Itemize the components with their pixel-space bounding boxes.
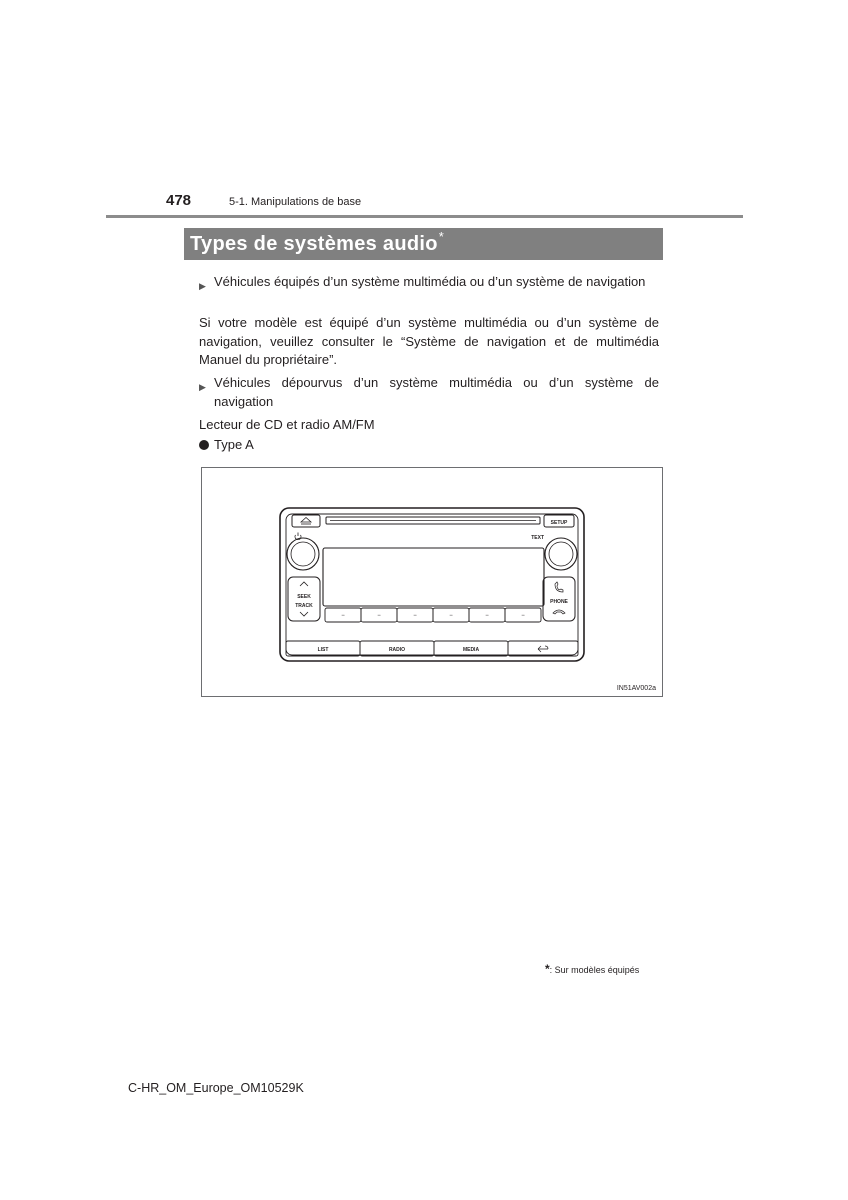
- preset-mark: −: [485, 613, 489, 619]
- bullet-text: Véhicules équipés d’un système multimédia ou d’un système de navigation: [214, 274, 646, 289]
- type-a-item: [199, 436, 659, 455]
- preset-mark: −: [413, 613, 417, 619]
- preset-mark: −: [377, 613, 381, 619]
- seek-label: SEEK: [297, 594, 311, 600]
- preset-mark: −: [449, 613, 453, 619]
- footnote-text: : Sur modèles équipés: [549, 965, 640, 975]
- text-label: TEXT: [531, 535, 544, 541]
- footnote-asterisk: *: [545, 962, 550, 976]
- triangle-bullet-icon: ▶: [199, 281, 206, 291]
- paragraph-multimedia: Si votre modèle est équipé d’un système multimédia ou d’un système de navigation, veuillez consulter le “Système de navigation et de multimédia Manuel du propriétaire”.: [199, 315, 659, 367]
- triangle-bullet-icon: ▶: [199, 382, 206, 392]
- document-code: C-HR_OM_Europe_OM10529K: [128, 1081, 304, 1095]
- track-label: TRACK: [295, 603, 313, 609]
- bullet-item-multimedia: [199, 273, 659, 292]
- page-number: 478: [166, 192, 192, 209]
- type-a-label: Type A: [214, 437, 254, 452]
- phone-label: PHONE: [550, 599, 568, 605]
- radio-label: RADIO: [388, 647, 406, 653]
- media-label: MEDIA: [462, 647, 480, 653]
- bullet-text: Véhicules dépourvus d’un système multimédia ou d’un système de navigation: [214, 375, 659, 409]
- audio-unit-figure: [201, 467, 663, 697]
- bullet-item-no-multimedia: [199, 374, 659, 411]
- page-title: [184, 228, 663, 260]
- audio-unit-illustration: [202, 468, 664, 698]
- preset-mark: −: [341, 613, 345, 619]
- footnote: [545, 962, 639, 976]
- preset-mark: −: [521, 613, 525, 619]
- section-label: 5-1. Manipulations de base: [229, 196, 362, 208]
- figure-id: IN51AV002a: [616, 685, 656, 692]
- page-title-text: Types de systèmes audio: [190, 233, 438, 255]
- circle-bullet-icon: [199, 440, 209, 450]
- setup-label: SETUP: [550, 520, 568, 526]
- paragraph-cd-radio: Lecteur de CD et radio AM/FM: [199, 417, 375, 432]
- list-label: LIST: [317, 647, 329, 653]
- title-asterisk: *: [438, 229, 445, 244]
- header-rule: [106, 215, 743, 218]
